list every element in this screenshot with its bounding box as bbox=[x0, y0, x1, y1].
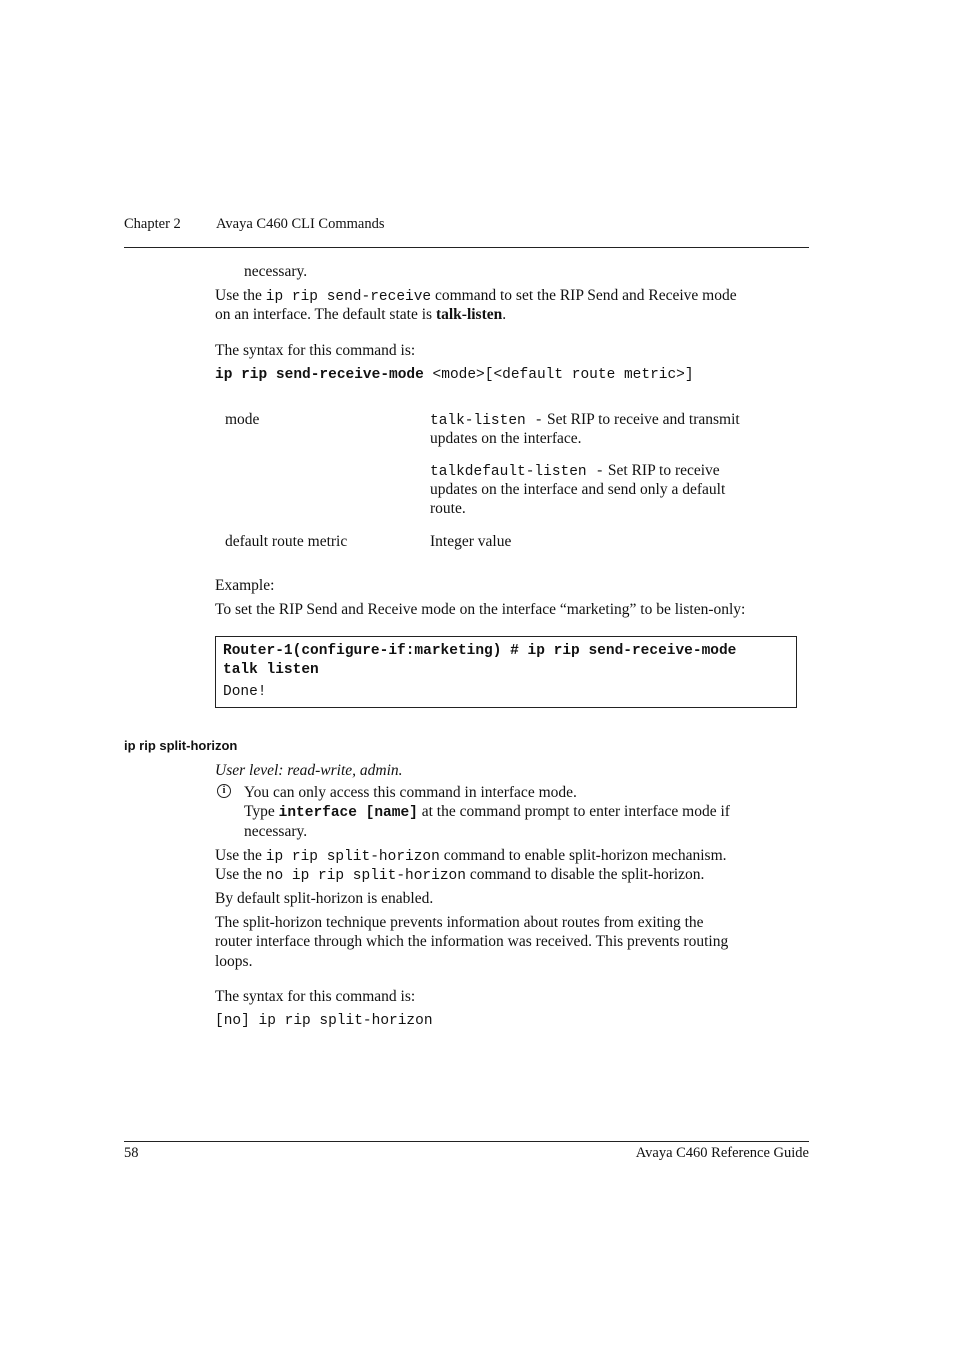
guide-title: Avaya C460 Reference Guide bbox=[635, 1145, 809, 1161]
info-icon: i bbox=[217, 784, 231, 798]
paragraph-split-line2: Use the no ip rip split-horizon command to disable the split-horizon. bbox=[215, 866, 705, 884]
paragraph-send-receive-line2: on an interface. The default state is talk-listen. bbox=[215, 306, 507, 323]
default-enabled-text: By default split-horizon is enabled. bbox=[215, 890, 434, 907]
syntax-line-2: [no] ip rip split-horizon bbox=[215, 1013, 433, 1029]
code-line-2: talk listen bbox=[223, 662, 319, 678]
paragraph-split-line1: Use the ip rip split-horizon command to enable split-horizon mechanism. bbox=[215, 847, 727, 865]
syntax-intro-2: The syntax for this command is: bbox=[215, 988, 416, 1005]
param-metric-desc: Integer value bbox=[430, 533, 512, 550]
syntax-intro: The syntax for this command is: bbox=[215, 342, 416, 359]
user-level: User level: read-write, admin. bbox=[215, 762, 403, 779]
inline-code: interface [name] bbox=[278, 805, 418, 821]
continued-text: necessary. bbox=[244, 263, 308, 280]
chapter-label: Chapter 2 bbox=[124, 216, 181, 232]
inline-code: no ip rip split-horizon bbox=[265, 868, 466, 884]
note-line-2: Type interface [name] at the command prompt to enter interface mode if bbox=[244, 803, 730, 821]
param-mode-opt2-line3: route. bbox=[430, 500, 466, 517]
inline-code: ip rip split-horizon bbox=[265, 849, 440, 865]
page-number: 58 bbox=[124, 1145, 139, 1161]
param-mode-opt2-line1: talkdefault-listen - Set RIP to receive bbox=[430, 462, 720, 480]
split-horizon-desc-line3: loops. bbox=[215, 953, 253, 970]
param-metric-label: default route metric bbox=[225, 533, 348, 550]
param-mode-opt1-line2: updates on the interface. bbox=[430, 430, 582, 447]
footer-rule bbox=[124, 1141, 809, 1142]
param-mode-opt2-line2: updates on the interface and send only a default bbox=[430, 481, 726, 498]
default-state: talk-listen bbox=[435, 306, 503, 323]
split-horizon-desc-line2: router interface through which the information was received. This prevents routing bbox=[215, 933, 729, 950]
paragraph-send-receive-line1: Use the ip rip send-receive command to set the RIP Send and Receive mode bbox=[215, 287, 737, 305]
note-line-1: You can only access this command in interface mode. bbox=[244, 784, 577, 801]
split-horizon-desc-line1: The split-horizon technique prevents information about routes from exiting the bbox=[215, 914, 704, 931]
note-line-3: necessary. bbox=[244, 823, 308, 840]
chapter-title: Avaya C460 CLI Commands bbox=[216, 216, 385, 232]
inline-code: ip rip send-receive bbox=[265, 289, 432, 305]
syntax-line: ip rip send-receive-mode <mode>[<default route metric>] bbox=[215, 367, 694, 383]
code-line-1: Router-1(configure-if:marketing) # ip rip send-receive-mode bbox=[223, 643, 737, 659]
param-mode-label: mode bbox=[225, 411, 260, 428]
param-mode-opt1-line1: talk-listen - Set RIP to receive and transmit bbox=[430, 411, 740, 429]
example-label: Example: bbox=[215, 577, 275, 594]
example-description: To set the RIP Send and Receive mode on the interface “marketing” to be listen-only: bbox=[215, 601, 746, 618]
code-line-3: Done! bbox=[223, 684, 267, 700]
header-rule bbox=[124, 247, 809, 248]
section-heading-split-horizon: ip rip split-horizon bbox=[124, 738, 238, 753]
